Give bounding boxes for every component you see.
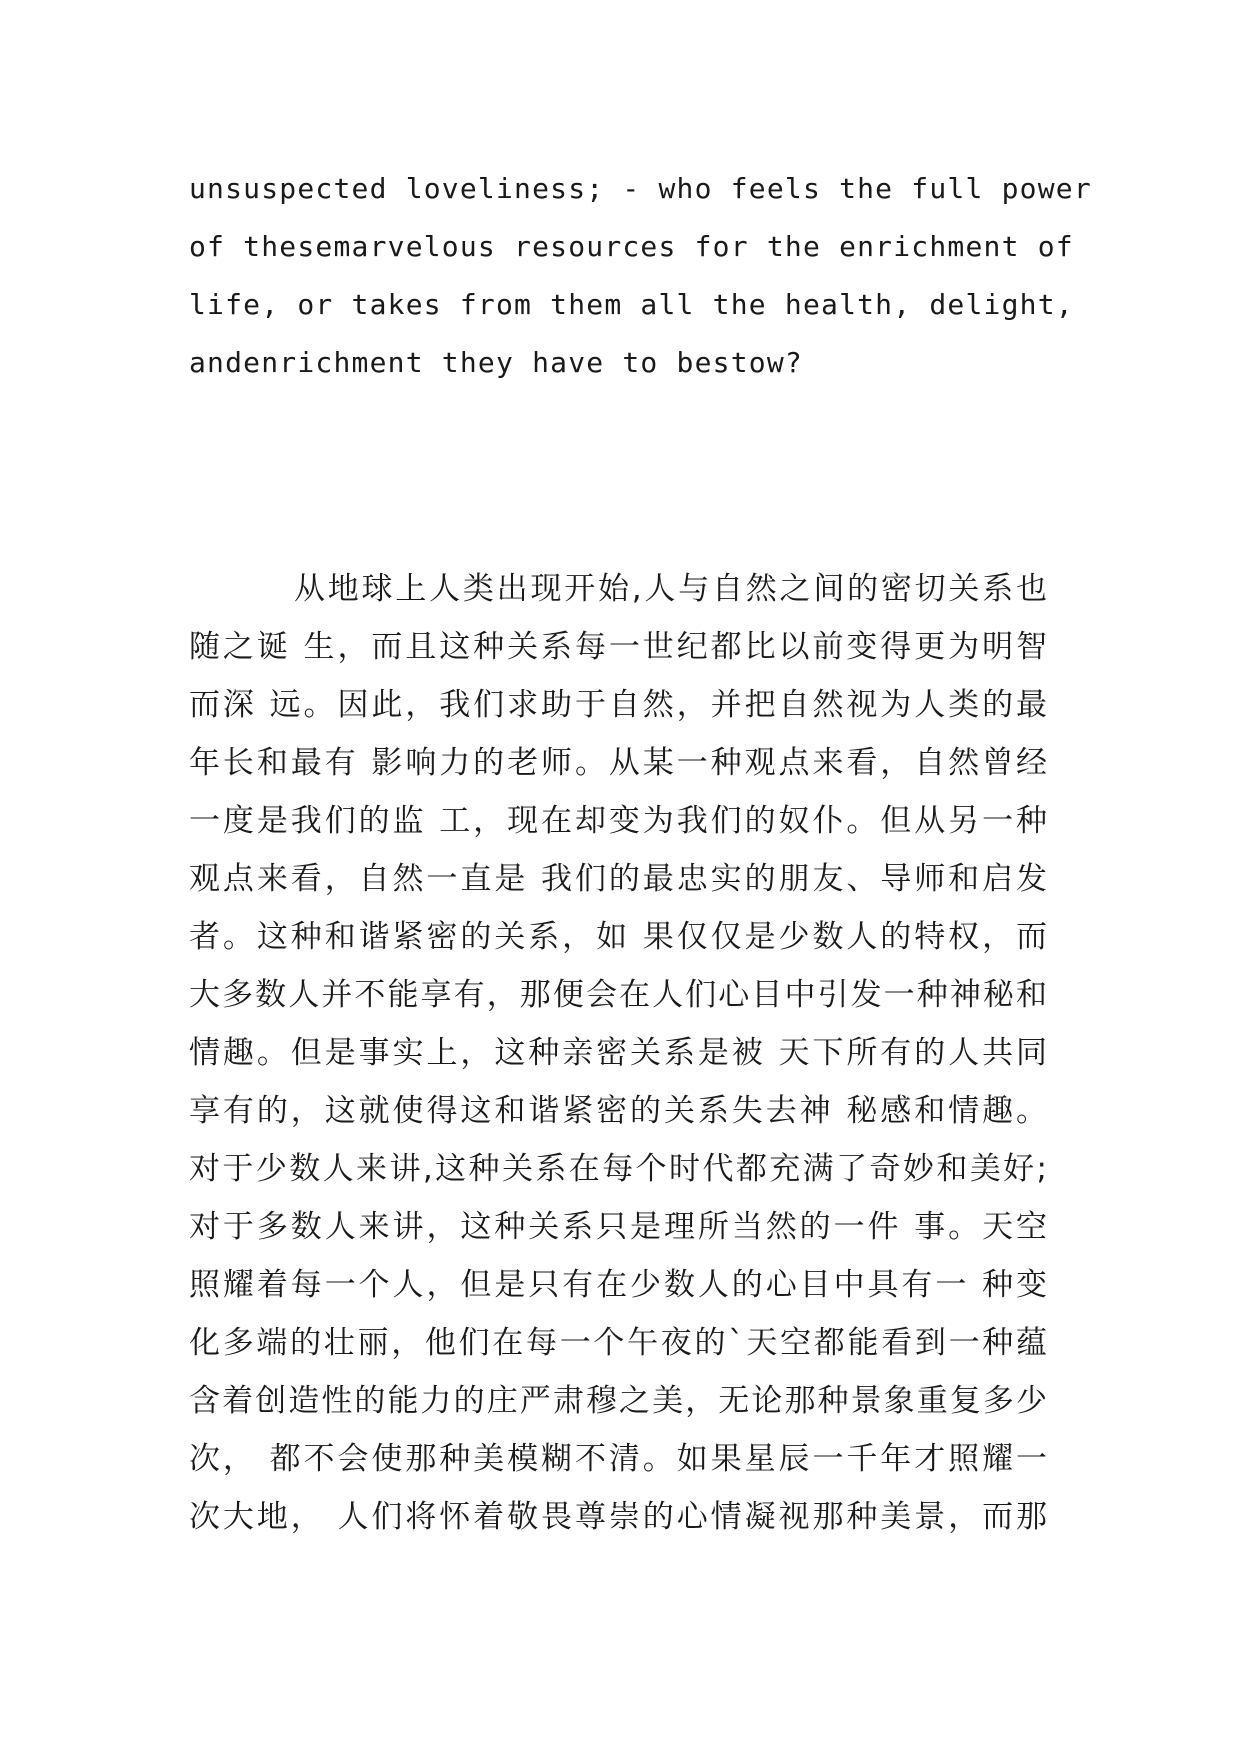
- chinese-line: 大多数人并不能享有，那便会在人们心目中引发一种神秘和: [189, 977, 1049, 1013]
- chinese-line: 对于多数人来讲，这种关系只是理所当然的一件 事。天空: [189, 1209, 1049, 1245]
- chinese-line: 从地球上人类出现开始,人与自然之间的密切关系也: [294, 571, 1049, 607]
- english-line: life, or takes from them all the health, delight,: [189, 288, 1074, 321]
- english-line: andenrichment they have to bestow?: [189, 346, 803, 379]
- chinese-line: 享有的，这就使得这和谐紧密的关系失去神 秘感和情趣。: [189, 1093, 1049, 1129]
- chinese-paragraph: [189, 560, 1049, 1546]
- chinese-line: 次大地， 人们将怀着敬畏尊崇的心情凝视那种美景，而那: [189, 1499, 1049, 1535]
- english-line: of thesemarvelous resources for the enrichment of: [189, 230, 1074, 263]
- chinese-line: 一度是我们的监 工，现在却变为我们的奴仆。但从另一种: [189, 803, 1049, 839]
- english-paragraph: [189, 160, 1092, 392]
- chinese-line: 次， 都不会使那种美模糊不清。如果星辰一千年才照耀一: [189, 1441, 1049, 1477]
- chinese-line: 观点来看，自然一直是 我们的最忠实的朋友、导师和启发: [189, 861, 1049, 897]
- chinese-line: 化多端的壮丽，他们在每一个午夜的`天空都能看到一种蕴: [189, 1325, 1049, 1361]
- chinese-line: 而深 远。因此，我们求助于自然，并把自然视为人类的最: [189, 687, 1049, 723]
- chinese-line: 者。这种和谐紧密的关系，如 果仅仅是少数人的特权，而: [189, 919, 1049, 955]
- chinese-line: 含着创造性的能力的庄严肃穆之美，无论那种景象重复多少: [189, 1383, 1049, 1419]
- english-line: unsuspected loveliness; - who feels the full power: [189, 172, 1092, 205]
- chinese-line: 年长和最有 影响力的老师。从某一种观点来看，自然曾经: [189, 745, 1049, 781]
- chinese-line: 随之诞 生，而且这种关系每一世纪都比以前变得更为明智: [189, 629, 1049, 665]
- chinese-line: 对于少数人来讲,这种关系在每个时代都充满了奇妙和美好;: [189, 1151, 1049, 1187]
- chinese-line: 照耀着每一个人，但是只有在少数人的心目中具有一 种变: [189, 1267, 1049, 1303]
- chinese-line: 情趣。但是事实上，这种亲密关系是被 天下所有的人共同: [189, 1035, 1049, 1071]
